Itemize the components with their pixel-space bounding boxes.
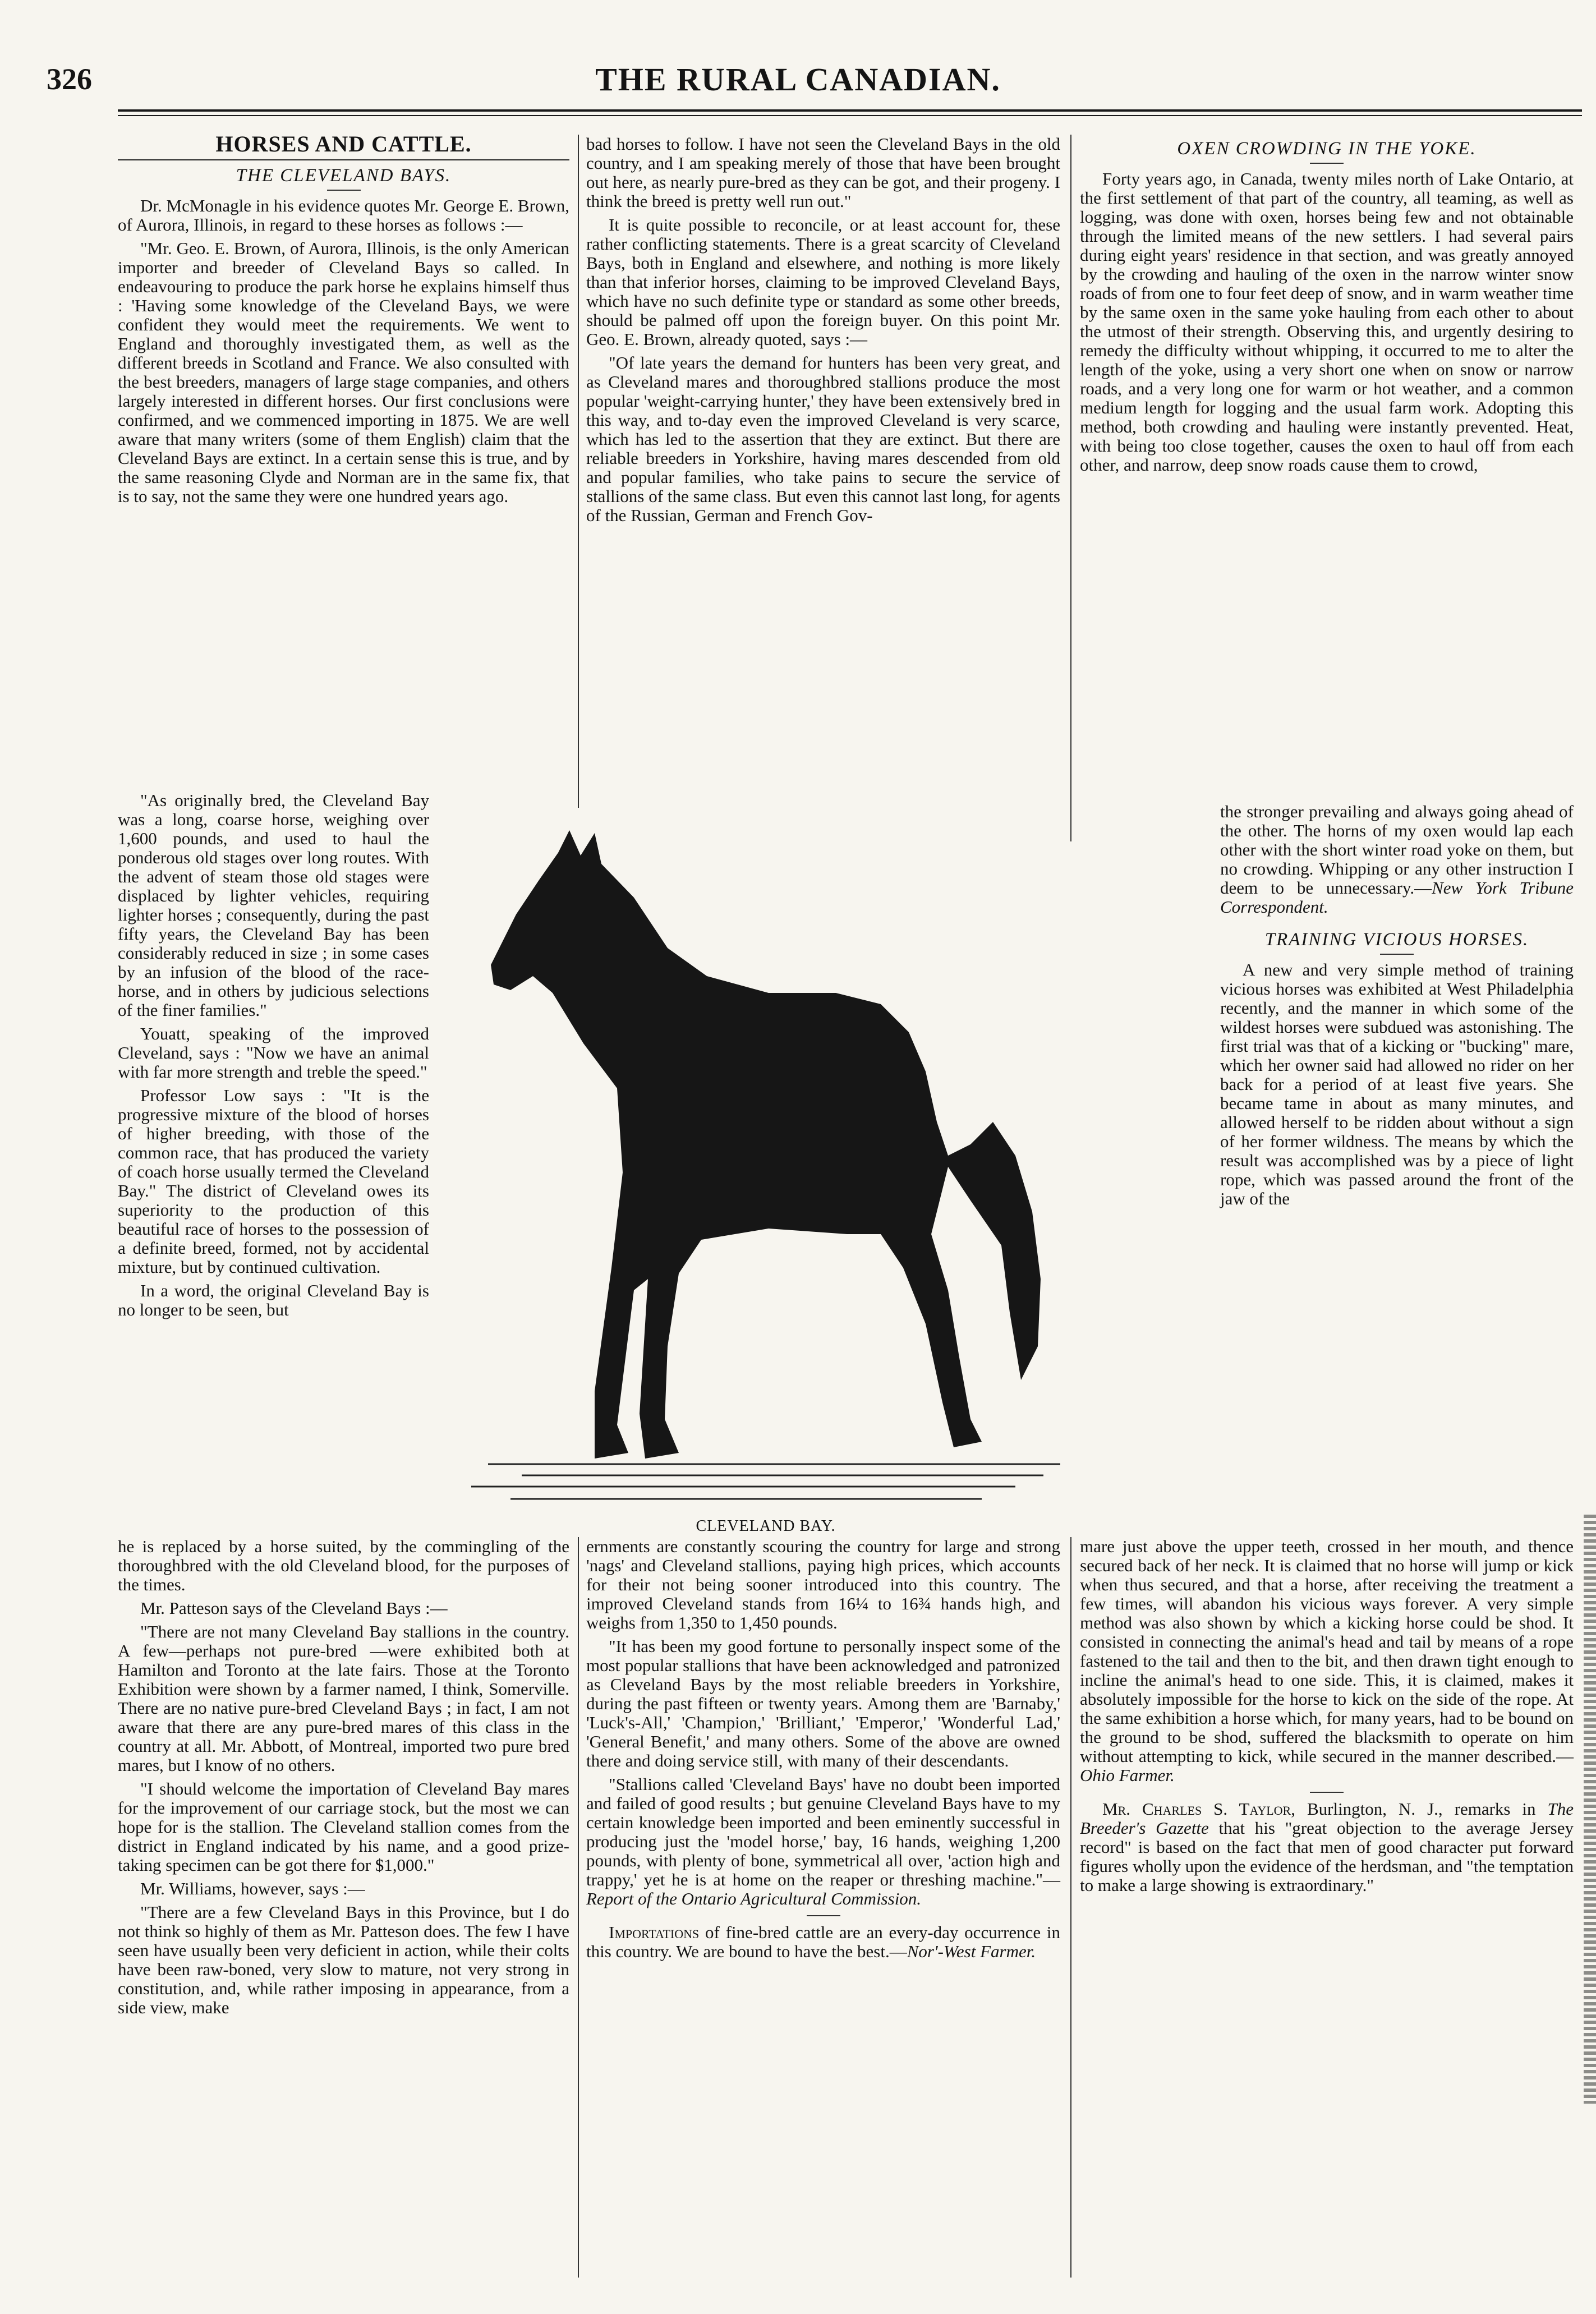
paragraph: mare just above the upper teeth, crossed in her mouth, and thence secured back of her neck. It is claimed that no horse will jump or kick when thus secured, and that a horse, after receiving the treatment a few times, will abandon his vicious ways forever. A very simple method was also shown by which a kicking horse could be shod. It consisted in connecting the animal's head and tail by means of a rope fastened to the tail and then to the bit, and then drawn tight enough to incline the animal's head to one side. This, it is claimed, makes it absolutely impossible for the horse to kick on the side of the rope. At the same exhibition a horse which, for many years, had to be bound on the ground to be shod, suffered the blacksmith to operate on him without attempting to kick, while secured in the manner described.—Ohio Farmer. (1080, 1536, 1574, 1785)
column-divider (578, 135, 579, 808)
column-2-top (586, 135, 1060, 530)
horse-illustration (454, 808, 1077, 1531)
article-title: TRAINING VICIOUS HORSES. (1264, 930, 1529, 950)
paragraph: "As originally bred, the Cleveland Bay was a long, coarse horse, weighing over 1,600 pounds, and used to haul the ponderous old stages over long routes. With the advent of steam those old stages were displaced by lighter vehicles, requiring lighter horses ; consequently, during the past fifty years, the Cleveland Bay has been considerably reduced in size ; in some cases by an infusion of the blood of the race-horse, and in others by judicious selections of the finer families." (118, 790, 429, 1020)
paragraph: In a word, the original Cleveland Bay is no longer to be seen, but (118, 1281, 429, 1319)
paragraph: Forty years ago, in Canada, twenty miles north of Lake Ontario, at the first settlement of that part of the country, all teaming, as well as logging, was done with oxen, horses being few and not obtainable through the limited means of the new settlers. I had several pairs during eight years' residence in that section, and was greatly annoyed by the crowding and hauling of the oxen in the narrow winter snow roads of from one to four feet deep of snow, and in warm weather time by the same oxen in the same yoke hauling from each other to about the utmost of their strength. Observing this, and urgently desiring to remedy the difficulty without whipping, it occurred to me to alter the length of the yoke, using a very short one when on snow or narrow roads, and a very long one for warm or hot weather, and a common medium length for logging and the usual farm work. Adopting this method, both crowding and hauling were instantly prevented. Heat, with being too close together, causes the oxen to haul off from each other, and narrow, deep snow roads cause them to crowd, (1080, 169, 1574, 475)
article-title: THE CLEVELAND BAYS. (236, 165, 452, 186)
paragraph: he is replaced by a horse suited, by the commingling of the thoroughbred with the old Cleveland blood, for the purposes of the times. (118, 1536, 569, 1594)
page-header (0, 0, 1596, 140)
paragraph: bad horses to follow. I have not seen the Cleveland Bays in the old country, and I am speaking merely of those that have been brought out here, as nearly pure-bred as they can be got, and their progeny. I think the breed is pretty well run out." (586, 134, 1060, 211)
paragraph: "Of late years the demand for hunters has been very great, and as Cleveland mares and thoroughbred stallions produce the most popular 'weight-carrying hunter,' they have been extensively bred in this way, and to-day even the improved Cleveland is very scarce, which has led to the assertion that they are extinct. But there are reliable breeders in Yorkshire, having mares descended from old and popular families, who take pains to secure the service of stallions of the same class. But even this cannot last long, for agents of the Russian, German and French Gov- (586, 353, 1060, 525)
paragraph: "I should welcome the importation of Cleveland Bay mares for the improvement of our carriage stock, but the most we can hope for is the stallion. The Cleveland stallion comes from the district in England indicated by his name, and a good prize-taking specimen can be got there for $1,000." (118, 1779, 569, 1875)
short-rule (1380, 954, 1414, 955)
paragraph: A new and very simple method of training vicious horses was exhibited at West Philadelphia recently, and the manner in which some of the wildest horses were subdued was astonishing. The first trial was that of a kicking or "bucking" mare, which her owner said had allowed no rider on her back for a period of at least five years. She became tame in about as many minutes, and allowed herself to be ridden about without a sign of her former wildness. The means by which the result was accomplished was by a piece of light rope, which was passed around the front of the jaw of the (1220, 960, 1574, 1208)
paragraph: the stronger prevailing and always going ahead of the other. The horns of my oxen would lap each other with the short winter road yoke on them, but no crowding. Whipping or any other instruction I deem to be unnecessary.—New York Tribune Correspondent. (1220, 802, 1574, 917)
article-title: OXEN CROWDING IN THE YOKE. (1177, 139, 1477, 159)
column-1-bottom (118, 1537, 569, 2022)
column-divider (1070, 1537, 1071, 2278)
column-1-narrow (118, 791, 429, 1324)
column-2-bottom (586, 1537, 1060, 1966)
header-rule-thin (118, 115, 1582, 116)
section-rule (118, 159, 569, 160)
column-divider (1070, 135, 1071, 841)
column-divider (578, 1537, 579, 2278)
figure-caption: CLEVELAND BAY. (696, 1517, 836, 1535)
paragraph: "There are not many Cleveland Bay stallions in the country. A few—perhaps not pure-bred —were exhibited both at Hamilton and Toronto at the late fairs. Those at the Toronto Exhibition were shown by a farmer named, I think, Somerville. There are no native pure-bred Cleveland Bays ; in fact, I am not aware that there are any pure-bred mares of this class in the country at all. Mr. Abbott, of Montreal, imported two pure bred mares, but I know of no others. (118, 1622, 569, 1775)
column-1-top (118, 131, 569, 510)
short-rule (1310, 1792, 1344, 1793)
header-rule (118, 109, 1582, 112)
paragraph: Importations of fine-bred cattle are an every-day occurrence in this country. We are bound to have the best.—Nor'-West Farmer. (586, 1922, 1060, 1961)
page-number: 326 (47, 62, 92, 96)
section-title: HORSES AND CATTLE. (215, 131, 472, 157)
paragraph: It is quite possible to reconcile, or at least account for, these rather conflicting statements. There is a great scarcity of Cleveland Bays, both in England and elsewhere, and nothing is more likely than that inferior horses, claiming to be improved Cleveland Bays, which have no such definite type or standard as some other breeds, should be palmed off upon the foreign buyer. On this point Mr. Geo. E. Brown, already quoted, says :— (586, 215, 1060, 349)
paragraph: "Mr. Geo. E. Brown, of Aurora, Illinois, is the only American importer and breeder of Cleveland Bays so called. In endeavouring to produce the park horse he explains himself thus : 'Having some knowledge of the Cleveland Bays, we were confident they would meet the requirements. We went to England and thoroughly investigated them, as well as the different breeds in Scotland and France. We also consulted with the best breeders, managers of large stage companies, and others largely interested in different horses. Our first conclusions were confirmed, and we commenced importing in 1875. We are well aware that many writers (some of them English) claim that the Cleveland Bays are extinct. In a certain sense this is true, and by the same reasoning Clyde and Norman are in the same fix, that is to say, not the same they were one hundred years ago. (118, 238, 569, 506)
paragraph: Dr. McMonagle in his evidence quotes Mr. George E. Brown, of Aurora, Illinois, in regard to these horses as follows :— (118, 196, 569, 234)
short-rule (1310, 163, 1344, 164)
paragraph: ernments are constantly scouring the country for large and strong 'nags' and Cleveland stallions, paying high prices, which accounts for their not being sooner introduced into this country. The improved Cleveland stands from 16¼ to 16¾ hands high, and weighs from 1,350 to 1,450 pounds. (586, 1536, 1060, 1632)
paragraph: Mr. Williams, however, says :— (140, 1879, 365, 1898)
paragraph: Mr. Charles S. Taylor, Burlington, N. J., remarks in The Breeder's Gazette that his "great objection to the average Jersey record" is based on the fact that men of good character put forward figures wholly upon the evidence of the herdsman, and "the temptation to make a large showing is extraordinary." (1080, 1799, 1574, 1895)
short-rule (807, 1915, 840, 1916)
paragraph: Mr. Patteson says of the Cleveland Bays :— (140, 1598, 448, 1618)
paragraph: "There are a few Cleveland Bays in this Province, but I do not think so highly of them as Mr. Patteson does. The few I have seen have usually been very deficient in action, while their colts have been raw-boned, very slow to mature, not very strong in constitution, and, while rather imposing in appearance, from a side view, make (118, 1902, 569, 2017)
column-3-top (1080, 135, 1574, 479)
horse-engraving (454, 808, 1077, 1531)
newspaper-title: THE RURAL CANADIAN. (595, 61, 1001, 98)
paragraph: "It has been my good fortune to personally inspect some of the most popular stallions that have been acknowledged and patronized as Cleveland Bays by the most reliable breeders in Yorkshire, during the past fifteen or twenty years. Among them are 'Barnaby,' 'Luck's-All,' 'Champion,' 'Brilliant,' 'Emperor,' 'Wonderful Lad,' 'General Benefit,' and many others. Some of the above are owned there and doing service still, with many of their descendants. (586, 1636, 1060, 1770)
paragraph: Professor Low says : "It is the progressive mixture of the blood of horses of higher breeding, with those of the common race, that has produced the variety of coach horse usually termed the Cleveland Bay." The district of Cleveland owes its superiority to the production of this beautiful race of horses to the possession of a definite breed, formed, not by accidental mixture, but by continued cultivation. (118, 1085, 429, 1277)
short-rule (327, 190, 361, 191)
paragraph: "Stallions called 'Cleveland Bays' have no doubt been imported and failed of good results ; but genuine Cleveland Bays have to my certain knowledge been imported and been eminently successful in producing just the 'model horse,' bay, 16 hands, weighing 1,200 pounds, with plenty of bone, symmetrical all over, 'action high and trappy,' yet he is at home on the reaper or threshing machine."—Report of the Ontario Agricultural Commission. (586, 1774, 1060, 1908)
page-binding-edge (1584, 1515, 1596, 2104)
column-3-bottom (1080, 1537, 1574, 1899)
column-3-narrow (1220, 802, 1574, 1213)
paragraph: Youatt, speaking of the improved Cleveland, says : "Now we have an animal with far more strength and treble the speed." (118, 1024, 429, 1082)
